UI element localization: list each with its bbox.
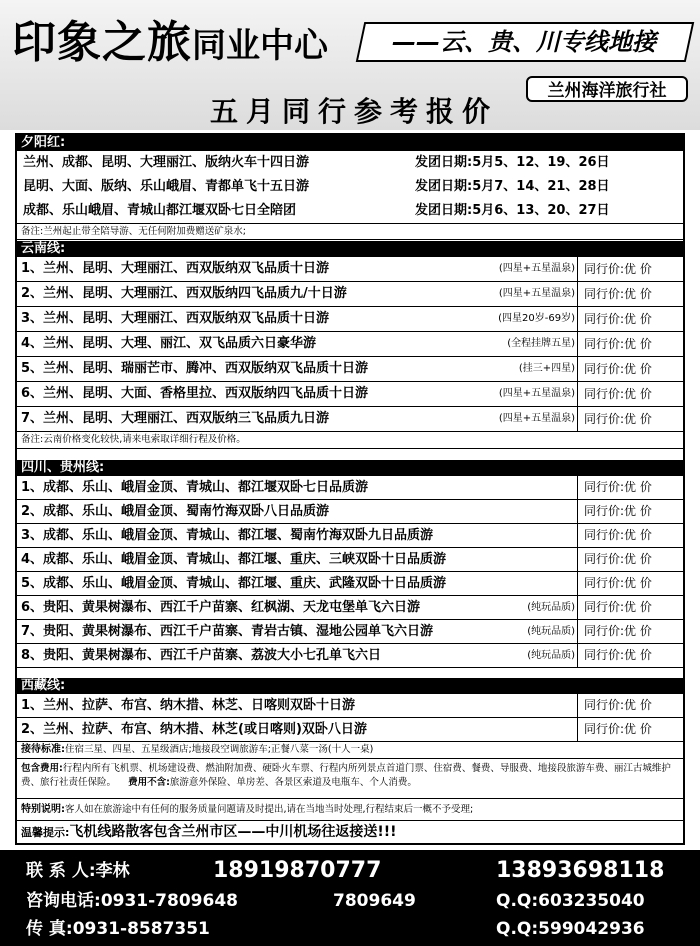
standards-label: 接待标准: [21, 744, 65, 755]
route-row [17, 718, 683, 742]
route-name: 2、兰州、昆明、大理丽江、西双版纳四飞品质九/十日游 [21, 286, 347, 301]
route-note: (纯玩品质) [527, 650, 575, 661]
peer-price: 同行价:优 价 [577, 500, 683, 523]
route-note: (纯玩品质) [527, 602, 575, 613]
section-header-sichuan: 四川、贵州线: [17, 460, 683, 476]
route-name: 7、兰州、昆明、大理丽江、西双版纳三飞品质九日游 [21, 411, 330, 426]
route-row [17, 382, 683, 407]
peer-price: 同行价:优 价 [577, 307, 683, 331]
peer-price: 同行价:优 价 [577, 694, 683, 717]
route-row [17, 572, 683, 596]
header [0, 0, 700, 130]
slogan-banner [356, 22, 695, 62]
peer-price: 同行价:优 价 [577, 524, 683, 547]
route-name: 3、兰州、昆明、大理丽江、西双版纳双飞品质十日游 [21, 311, 330, 326]
route-name: 5、成都、乐山、峨眉金顶、青城山、都江堰、重庆、武隆双卧十日品质游 [21, 576, 447, 591]
standards [17, 742, 683, 759]
route-name: 6、贵阳、黄果树瀑布、西江千户苗寨、红枫湖、天龙屯堡单飞六日游 [21, 600, 421, 615]
peer-price: 同行价:优 价 [577, 407, 683, 431]
phone-1[interactable]: 0931-7809648 [100, 891, 238, 911]
contact-footer [0, 850, 700, 946]
route-name: 1、成都、乐山、峨眉金顶、青城山、都江堰双卧七日品质游 [21, 480, 369, 495]
warm-tip [17, 821, 683, 843]
sunset-row [17, 199, 683, 223]
special-notice [17, 799, 683, 821]
peer-price: 同行价:优 价 [577, 548, 683, 571]
phone [26, 890, 238, 912]
route-row [17, 476, 683, 500]
route-row [17, 644, 683, 668]
excludes-text: 旅游意外保险、单房差、各景区索道及电瓶车、个人消费。 [169, 777, 417, 788]
departure-dates: 发团日期:5月6、13、20、27日 [415, 203, 610, 218]
section-header-yunnan: 云南线: [17, 241, 683, 257]
peer-price: 同行价:优 价 [577, 572, 683, 595]
section-header-sunset: 夕阳红: [17, 135, 683, 151]
excludes-label: 费用不含: [128, 777, 170, 788]
route-note: (四星+五星温泉) [498, 388, 575, 399]
brand-title [12, 18, 328, 71]
fax-number: 0931-8587351 [72, 919, 210, 939]
phone-label: 咨询电话: [26, 891, 101, 911]
peer-price: 同行价:优 价 [577, 382, 683, 406]
route-row [17, 524, 683, 548]
route-name: 6、兰州、昆明、大面、香格里拉、西双版纳四飞品质十日游 [21, 386, 369, 401]
fee-info [17, 759, 683, 799]
fax [26, 918, 210, 940]
route-row [17, 500, 683, 524]
fax-label: 传 真: [26, 919, 73, 939]
company-badge: 兰州海洋旅行社 [526, 76, 688, 102]
mobile-1[interactable]: 18919870777 [213, 858, 382, 883]
price-table [15, 133, 685, 845]
route-name: 7、贵阳、黄果树瀑布、西江千户苗寨、青岩古镇、湿地公园单飞六日游 [21, 624, 434, 639]
qq-2[interactable]: Q.Q:599042936 [496, 919, 645, 939]
warm-label: 温馨提示: [21, 826, 70, 839]
special-label: 特别说明: [21, 804, 65, 815]
route-note: (挂三+四星) [518, 363, 575, 374]
route-note: (四星20岁-69岁) [498, 313, 575, 324]
qq-1[interactable]: Q.Q:603235040 [496, 891, 645, 911]
route-name: 2、兰州、拉萨、布宫、纳木措、林芝(或日喀则)双卧八日游 [21, 722, 367, 737]
route-name: 1、兰州、昆明、大理丽江、西双版纳双飞品质十日游 [21, 261, 330, 276]
route-name: 1、兰州、拉萨、布宫、纳木措、林芝、日喀则双卧十日游 [21, 698, 356, 713]
peer-price: 同行价:优 价 [577, 476, 683, 499]
peer-price: 同行价:优 价 [577, 718, 683, 741]
contact-person-name: 李林 [95, 861, 130, 881]
route-row [17, 407, 683, 432]
page-title: 五月同行参考报价 [209, 95, 498, 128]
route-note: (全程挂牌五星) [507, 338, 575, 349]
route-name: 2、成都、乐山、峨眉金顶、蜀南竹海双卧八日品质游 [21, 504, 330, 519]
route-row [17, 620, 683, 644]
route-name: 3、成都、乐山、峨眉金顶、青城山、都江堰、蜀南竹海双卧九日品质游 [21, 528, 434, 543]
route-note: (四星+五星温泉) [498, 413, 575, 424]
brand-main: 印象之旅 [12, 17, 192, 68]
contact-person [26, 860, 130, 882]
peer-price: 同行价:优 价 [577, 332, 683, 356]
phone-2[interactable]: 7809649 [333, 891, 416, 911]
mobile-2[interactable]: 13893698118 [496, 858, 665, 883]
special-text: 客人如在旅游途中有任何的服务质量问题请及时提出,请在当地当时处理,行程结束后一概不予受理; [65, 804, 474, 815]
contact-person-label: 联 系 人: [26, 861, 96, 881]
departure-dates: 发团日期:5月7、14、21、28日 [415, 179, 610, 194]
slogan-text: ——云、贵、川专线地接 [392, 28, 656, 56]
sunset-note: 备注:兰州起止带全陪导游、无任何附加费赠送矿泉水; [17, 223, 683, 240]
peer-price: 同行价:优 价 [577, 257, 683, 281]
sunset-row [17, 151, 683, 175]
route-row [17, 596, 683, 620]
route-name: 4、兰州、昆明、大理、丽江、双飞品质六日豪华游 [21, 336, 317, 351]
route-row [17, 694, 683, 718]
route-name: 4、成都、乐山、峨眉金顶、青城山、都江堰、重庆、三峡双卧十日品质游 [21, 552, 447, 567]
peer-price: 同行价:优 价 [577, 620, 683, 643]
route-name: 兰州、成都、昆明、大理丽江、版纳火车十四日游 [23, 155, 310, 170]
standards-text: 住宿三星、四星、五星级酒店;地接段空调旅游车;正餐八菜一汤(十人一桌) [65, 744, 374, 755]
route-name: 昆明、大面、版纳、乐山峨眉、青都单飞十五日游 [23, 179, 310, 194]
route-name: 成都、乐山峨眉、青城山都江堰双卧七日全陪团 [23, 203, 297, 218]
route-row [17, 357, 683, 382]
route-note: (四星+五星温泉) [498, 288, 575, 299]
includes-text: 行程内所有飞机票、机场建设费、燃油附加费、硬卧火车票、行程内所列景点首道门票、住宿费、餐费、导服费、地接段旅游车费、丽江古城维护费、旅行社责任保险。 [21, 763, 671, 788]
route-note: (纯玩品质) [527, 626, 575, 637]
peer-price: 同行价:优 价 [577, 596, 683, 619]
yunnan-note: 备注:云南价格变化较快,请来电索取详细行程及价格。 [17, 432, 683, 449]
route-row [17, 282, 683, 307]
peer-price: 同行价:优 价 [577, 357, 683, 381]
route-row [17, 257, 683, 282]
route-note: (四星+五星温泉) [498, 263, 575, 274]
includes-label: 包含费用: [21, 763, 63, 774]
route-row [17, 548, 683, 572]
route-name: 5、兰州、昆明、瑞丽芒市、腾冲、西双版纳双飞品质十日游 [21, 361, 369, 376]
peer-price: 同行价:优 价 [577, 644, 683, 667]
route-row [17, 307, 683, 332]
route-name: 8、贵阳、黄果树瀑布、西江千户苗寨、荔波大小七孔单飞六日 [21, 648, 382, 663]
warm-text: 飞机线路散客包含兰州市区——中川机场往返接送!!! [69, 824, 397, 840]
sunset-row [17, 175, 683, 199]
brand-sub: 同业中心 [192, 26, 328, 66]
departure-dates: 发团日期:5月5、12、19、26日 [415, 155, 610, 170]
section-header-tibet: 西藏线: [17, 678, 683, 694]
peer-price: 同行价:优 价 [577, 282, 683, 306]
route-row [17, 332, 683, 357]
